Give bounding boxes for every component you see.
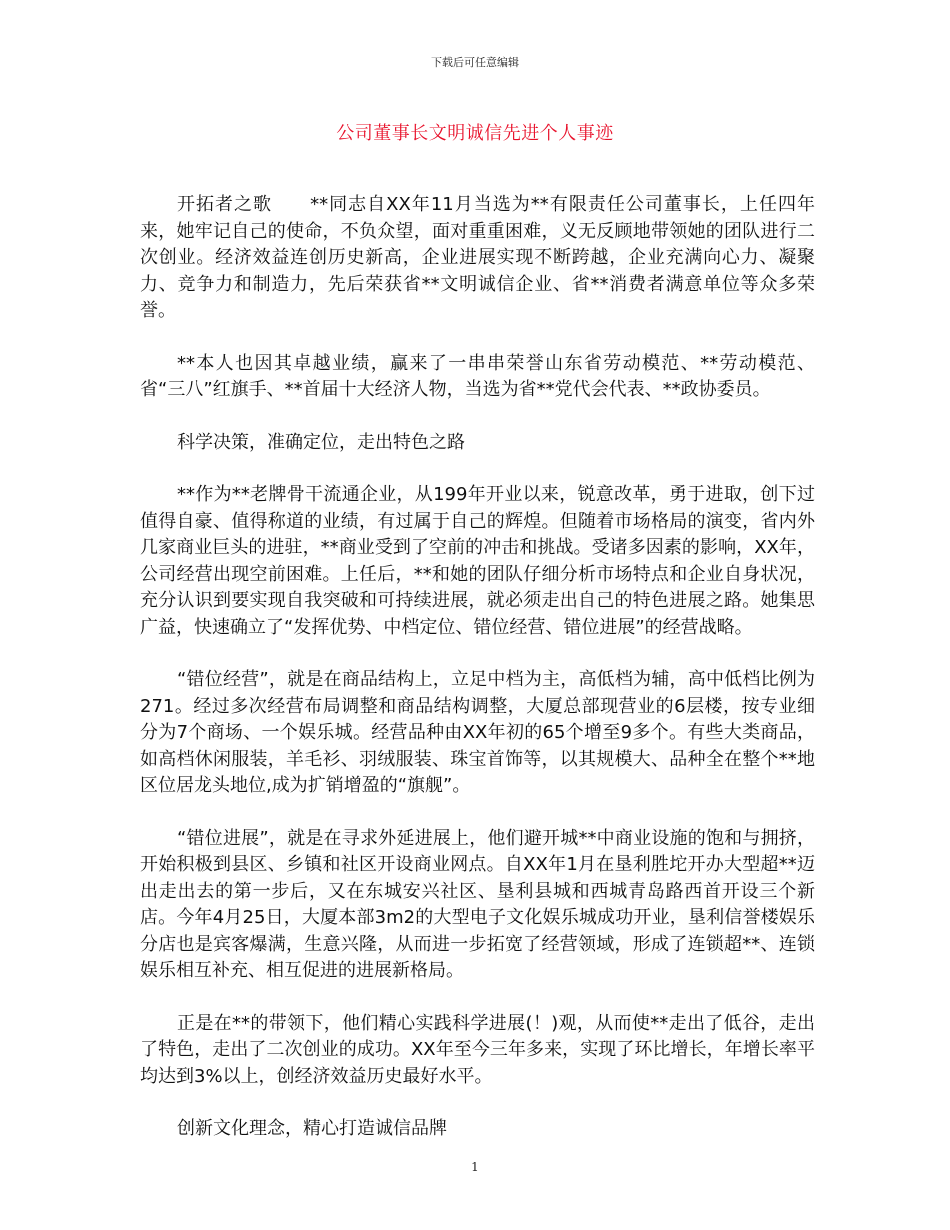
page-number: 1	[471, 1160, 479, 1174]
paragraph-honors: **本人也因其卓越业绩，赢来了一串串荣誉山东省劳动模范、**劳动模范、省“三八”红旗手、**首届十大经济人物，当选为省**党代会代表、**政协委员。	[140, 352, 815, 400]
paragraph-strategy: **作为**老牌骨干流通企业，从199年开业以来，锐意改革，勇于进取，创下过值得自豪、值得称道的业绩，有过属于自己的辉煌。但随着市场格局的演变，省内外几家商业巨头的进驻，**商业受到了空前的冲击和挑战。受诸多因素的影响，XX年，公司经营出现空前困难。上任后，**和她的团队仔细分析市场特点和企业自身状况，充分认识到要实现自我突破和可持续进展，就必须走出自己的特色进展之路。她集思广益，快速确立了“发挥优势、中档定位、错位经营、错位进展”的经营战略。	[140, 484, 815, 638]
section-heading-decision: 科学决策，准确定位，走出特色之路	[177, 431, 465, 453]
paragraph-intro: 开拓者之歌 **同志自XX年11月当选为**有限责任公司董事长，上任四年来，她牢记自己的使命，不负众望，面对重重困难，义无反顾地带领她的团队进行二次创业。经济效益连创历史新高，企业进展实现不断跨越，企业充满向心力、凝聚力、竞争力和制造力，先后荣获省**文明诚信企业、省**消费者满意单位等众多荣誉。	[140, 194, 815, 321]
document-title: 公司董事长文明诚信先进个人事迹	[336, 123, 614, 144]
paragraph-misaligned-development: “错位进展”，就是在寻求外延进展上，他们避开城**中商业设施的饱和与拥挤，开始积极到县区、乡镇和社区开设商业网点。自XX年1月在垦利胜坨开办大型超**迈出走出去的第一步后，又在东城安兴社区、垦利县城和西城青岛路西首开设三个新店。今年4月25日，大厦本部3m2的大型电子文化娱乐城成功开业，垦利信誉楼娱乐分店也是宾客爆满，生意兴隆，从而进一步拓宽了经营领域，形成了连锁超**、连锁娱乐相互补充、相互促进的进展新格局。	[140, 827, 815, 981]
document-body	[140, 192, 815, 1169]
section-heading-culture: 创新文化理念，精心打造诚信品牌	[177, 1118, 447, 1139]
page-header-note: 下载后可任意编辑	[431, 56, 519, 69]
paragraph-misaligned-operation: “错位经营”，就是在商品结构上，立足中档为主，高低档为辅，高中低档比例为271。经过多次经营布局调整和商品结构调整，大厦总部现营业的6层楼，按专业细分为7个商场、一个娱乐城。经营品种由XX年初的65个增至9多个。有些大类商品，如高档休闲服装，羊毛衫、羽绒服装、珠宝首饰等，以其规模大、品种全在整个**地区位居龙头地位,成为扩销增盈的“旗舰”。	[140, 669, 815, 796]
paragraph-results: 正是在**的带领下，他们精心实践科学进展(！)观，从而使**走出了低谷，走出了特色，走出了二次创业的成功。XX年至今三年多来，实现了环比增长，年增长率平均达到3%以上，创经济效益历史最好水平。	[140, 1012, 815, 1087]
